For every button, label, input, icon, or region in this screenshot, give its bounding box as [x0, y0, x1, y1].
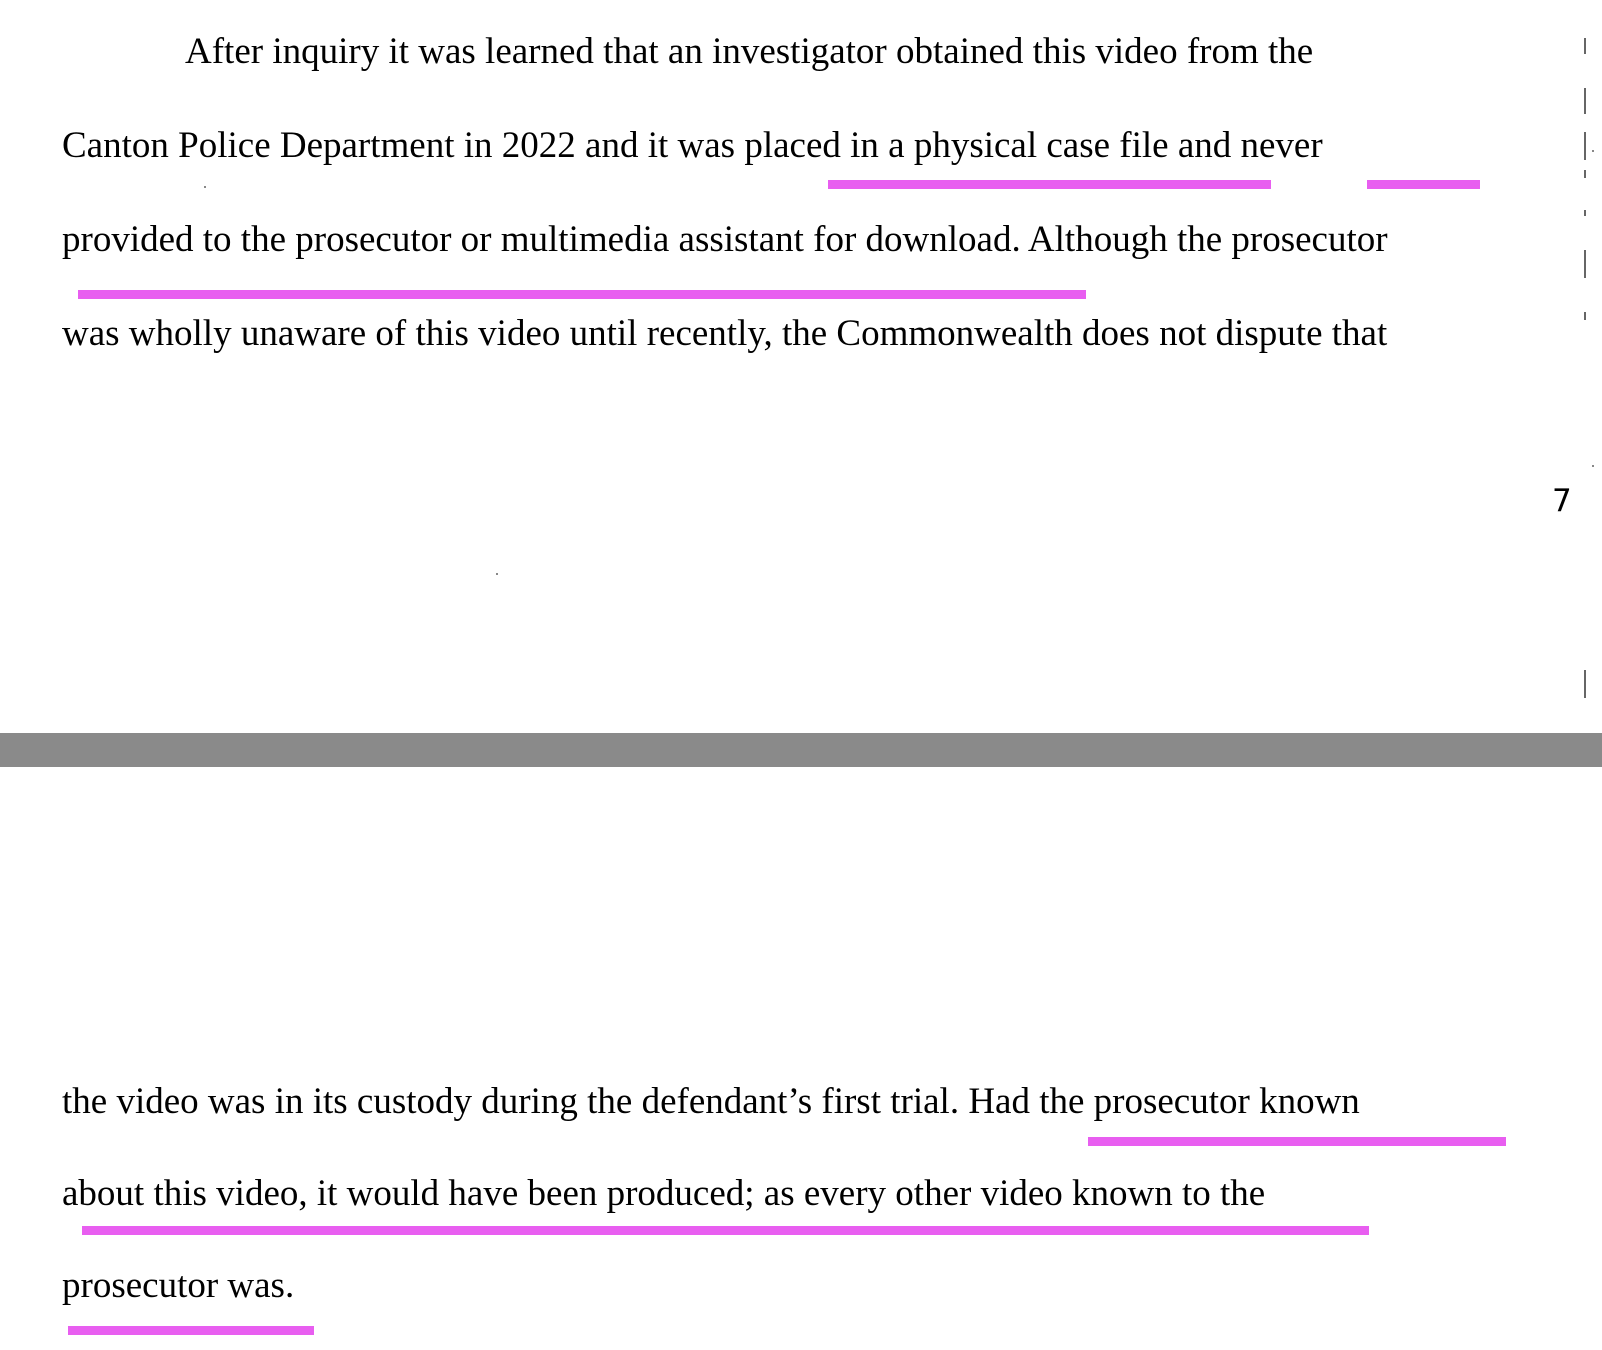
margin-mark [1584, 88, 1586, 114]
paragraph-line-3: provided to the prosecutor or multimedia assistant for download. Although the prosecutor [62, 219, 1388, 260]
highlight-underline [828, 180, 1271, 189]
paragraph-line-5: the video was in its custody during the defendant’s first trial. Had the prosecutor known [62, 1081, 1360, 1122]
highlight-underline [68, 1326, 314, 1335]
scan-speck [496, 573, 498, 575]
margin-mark [1584, 170, 1586, 178]
highlight-underline [1367, 180, 1480, 189]
highlight-underline [78, 290, 1086, 299]
scan-speck [1592, 465, 1594, 467]
margin-mark [1584, 132, 1586, 160]
margin-mark [1584, 210, 1586, 216]
highlight-underline [1088, 1137, 1506, 1146]
paragraph-line-7: prosecutor was. [62, 1265, 295, 1306]
scan-speck [1592, 150, 1594, 152]
margin-mark [1584, 38, 1586, 54]
paragraph-line-1: After inquiry it was learned that an investigator obtained this video from the [185, 31, 1314, 72]
highlight-underline [82, 1226, 1369, 1235]
margin-mark [1584, 670, 1586, 698]
paragraph-line-6: about this video, it would have been produced; as every other video known to the [62, 1173, 1266, 1214]
paragraph-line-4: was wholly unaware of this video until recently, the Commonwealth does not dispute that [62, 313, 1388, 354]
scan-speck [204, 186, 206, 188]
margin-mark [1584, 312, 1586, 320]
page-separator [0, 733, 1602, 767]
margin-mark [1584, 250, 1586, 278]
page-number: 7 [1552, 483, 1572, 519]
paragraph-line-2: Canton Police Department in 2022 and it was placed in a physical case file and never [62, 125, 1323, 166]
